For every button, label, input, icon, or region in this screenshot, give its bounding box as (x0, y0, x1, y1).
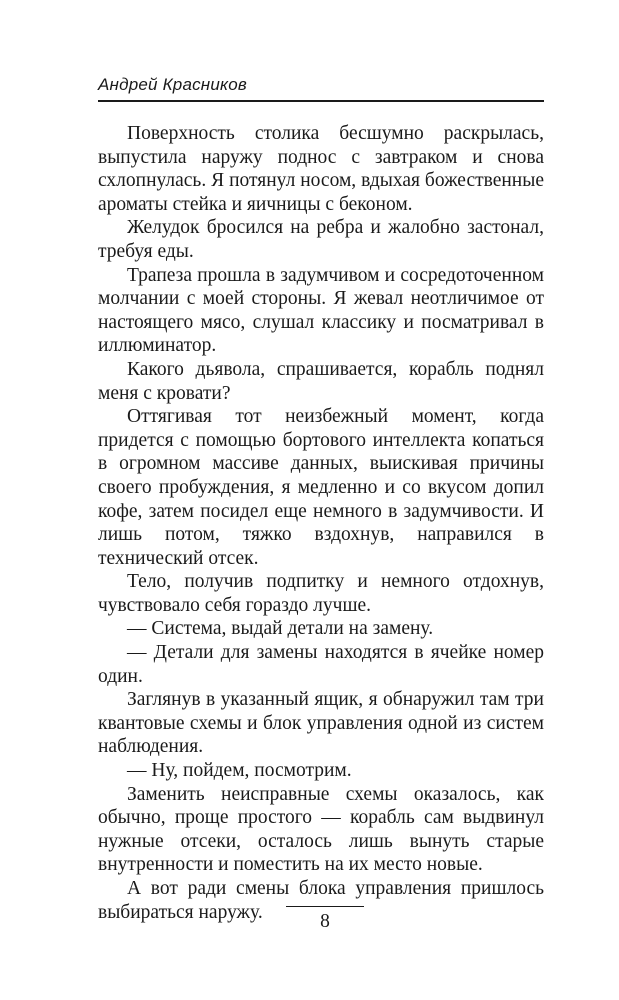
paragraph: Трапеза прошла в задумчивом и сосредоточенном молчании с моей стороны. Я жевал неотличимое от настоящего мясо, слушал классику и посматривал в иллюминатор. (98, 264, 544, 357)
paragraph: Поверхность столика бесшумно раскрылась, выпустила наружу поднос с завтраком и снова схлопнулась. Я потянул носом, вдыхая божественные ароматы стейка и яичницы с беконом. (98, 123, 544, 215)
paragraph: Оттягивая тот неизбежный момент, когда придется с помощью бортового интеллекта копаться в огромном массиве данных, выискивая причины своего пробуждения, я медленно и со вкусом допил кофе, затем посидел еще немного в задумчивости. И лишь потом, тяжко вздохнув, направился в технический отсек. (98, 406, 544, 569)
paragraph: Тело, получив подпитку и немного отдохнув, чувствовало себя гораздо лучше. (98, 571, 544, 616)
paragraph: А вот ради смены блока управления пришлось выбираться наружу. (98, 878, 544, 923)
paragraph: — Детали для замены находятся в ячейке номер один. (98, 642, 544, 687)
paragraph: Желудок бросился на ребра и жалобно застонал, требуя еды. (98, 217, 544, 262)
paragraph: — Система, выдай детали на замену. (127, 618, 434, 640)
page-number-rule (286, 906, 364, 907)
paragraph: Заменить неисправные схемы оказалось, как обычно, проще простого — корабль сам выдвинул нужные отсеки, осталось лишь вынуть старые внутренности и поместить на их место новые. (98, 783, 544, 876)
header-author: Андрей Красников (98, 75, 247, 94)
paragraph: Какого дьявола, спрашивается, корабль поднял меня с кровати? (98, 358, 544, 404)
page-number: 8 (320, 911, 330, 932)
paragraph: Заглянув в указанный ящик, я обнаружил там три квантовые схемы и блок управления одной из систем наблюдения. (98, 689, 544, 758)
paragraph: — Ну, пойдем, посмотрим. (127, 760, 352, 782)
running-header (98, 74, 544, 102)
body-text (98, 122, 544, 924)
